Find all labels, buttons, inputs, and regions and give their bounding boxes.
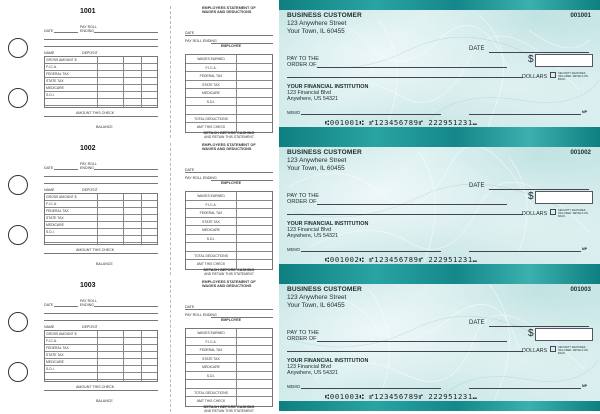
check-body: BUSINESS CUSTOMER 123 Anywhere Street Your Town, IL 60455 001002 DATE PAY TO THE ORDER OF $ DOLLARS SECURITY FEATURES INCLUDED. DETAILS ON BACK. YOUR FINANCIAL INSTITUTION 123 Financial Blvd Anywhere, US 54321 MEMO MP ⑆001002⑆ ⑈123456789⑈ 222951231⑉ (279, 137, 600, 274)
memo-label: MEMO (287, 110, 301, 115)
detach-note: DETACH BEFORE CASHING AND RETAIN THIS STATEMENT (203, 131, 255, 140)
stub-pay-roll-label: PAY ROLL (80, 25, 97, 29)
date-line[interactable] (489, 52, 589, 53)
lock-icon (550, 72, 556, 78)
binder-hole (8, 88, 28, 108)
date-line[interactable] (489, 326, 589, 327)
payee-line[interactable] (317, 341, 507, 342)
bank-name: YOUR FINANCIAL INSTITUTION (287, 84, 369, 90)
amount-box[interactable] (535, 54, 593, 67)
check-row-1 (0, 6, 600, 138)
stub-ending-label: ENDING (80, 29, 94, 33)
lock-icon (550, 209, 556, 215)
stub-name-label: NAME (44, 51, 55, 55)
stub-grid: GROSS AMOUNT $ F.I.C.A. FEDERAL TAX STATE TAX MEDICARE S.D.I. (44, 56, 158, 108)
stub-deposit-label: DEPOSIT (82, 51, 98, 55)
check-number: 001003 (570, 286, 591, 293)
payee-line[interactable] (317, 204, 507, 205)
check-row-3 (0, 280, 600, 412)
customer-name: BUSINESS CUSTOMER (287, 286, 362, 293)
micr-line: ⑆001003⑆ ⑈123456789⑈ 222951231⑉ (325, 392, 478, 401)
amount-box[interactable] (535, 191, 593, 204)
check-top-bar (279, 0, 600, 10)
statement-employee-label: EMPLOYEE (221, 44, 241, 48)
lock-icon (550, 346, 556, 352)
customer-name: BUSINESS CUSTOMER (287, 12, 362, 19)
date-label: DATE (469, 46, 485, 52)
check-body: BUSINESS CUSTOMER 123 Anywhere Street Your Town, IL 60455 001003 DATE PAY TO THE ORDER OF $ DOLLARS SECURITY FEATURES INCLUDED. DETAILS ON BACK. YOUR FINANCIAL INSTITUTION 123 Financial Blvd Anywhere, US 54321 MEMO MP ⑆001003⑆ ⑈123456789⑈ 222951231⑉ (279, 274, 600, 411)
stub-number: 1002 (80, 145, 96, 152)
stub-amount-label: AMOUNT THIS CHECK (76, 111, 115, 115)
micr-line: ⑆001002⑆ ⑈123456789⑈ 222951231⑉ (325, 255, 478, 264)
customer-name: BUSINESS CUSTOMER (287, 149, 362, 156)
dollars-label: DOLLARS (522, 74, 548, 80)
wage-statement: EMPLOYEES STATEMENT OF WAGES AND DEDUCTIONS DATE PAY ROLL ENDING EMPLOYEE WAGES EARNED F.I.C.A. FEDERAL TAX STATE TAX MEDICARE S.D.I. TOTAL DEDUCTIONS AMT THIS CHECK DETACH BEFORE CASHING AND RETAIN THIS STATEMENT (185, 280, 273, 408)
check-stub: 1002 PAY ROLL ENDING DATE NAME DEPOSIT GROSS AMOUNT $ F.I.C.A. FEDERAL TAX STATE TAX MEDICARE S.D.I. AMOUNT THIS CHECK BALANCE (40, 143, 162, 271)
mp-label: MP (582, 110, 588, 114)
stub-grid: GROSS AMOUNT $ F.I.C.A. FEDERAL TAX STATE TAX MEDICARE S.D.I. (44, 330, 158, 382)
memo-line[interactable] (301, 388, 441, 389)
amount-words-line[interactable] (287, 351, 523, 352)
check-body (279, 0, 600, 137)
statement-deductions: WAGES EARNED F.I.C.A. FEDERAL TAX STATE TAX MEDICARE S.D.I. TOTAL DEDUCTIONS AMT THIS CHECK (185, 54, 273, 133)
binder-hole (8, 225, 28, 245)
stub-balance-label: BALANCE (96, 125, 113, 129)
customer-address-line2: Your Town, IL 60455 (287, 28, 345, 35)
signature-line[interactable] (469, 114, 581, 115)
statement-date-label: DATE (185, 31, 195, 35)
binder-hole (8, 362, 28, 382)
binder-hole (8, 175, 28, 195)
statement-title: EMPLOYEES STATEMENT OF WAGES AND DEDUCTIONS (202, 6, 256, 15)
signature-line[interactable] (469, 251, 581, 252)
binder-hole (8, 38, 28, 58)
date-line[interactable] (489, 189, 589, 190)
amount-box[interactable] (535, 328, 593, 341)
wage-statement: EMPLOYEES STATEMENT OF WAGES AND DEDUCTIONS DATE PAY ROLL ENDING EMPLOYEE WAGES EARNED F.I.C.A. FEDERAL TAX STATE TAX MEDICARE S.D.I. TOTAL DEDUCTIONS AMT THIS CHECK DETACH BEFORE CASHING AND RETAIN THIS STATEMENT (185, 143, 273, 271)
stub-number: 1003 (80, 282, 96, 289)
check-number: 001002 (570, 149, 591, 156)
check-stub: 1003 PAY ROLL ENDING DATE NAME DEPOSIT GROSS AMOUNT $ F.I.C.A. FEDERAL TAX STATE TAX MEDICARE S.D.I. AMOUNT THIS CHECK BALANCE (40, 280, 162, 408)
check-stub (40, 6, 162, 134)
amount-words-line[interactable] (287, 214, 523, 215)
bank-address-line1: 123 Financial Blvd (287, 90, 332, 96)
check-row-2 (0, 143, 600, 275)
check-bottom-bar (279, 127, 600, 137)
memo-line[interactable] (301, 251, 441, 252)
customer-address-line1: 123 Anywhere Street (287, 20, 347, 27)
memo-line[interactable] (301, 114, 441, 115)
pay-to-label: PAY TO THE ORDER OF (287, 56, 320, 69)
micr-line: ⑆001001⑆ ⑈123456789⑈ 222951231⑉ (325, 118, 478, 127)
stub-number: 1001 (80, 8, 96, 15)
check-number: 001001 (570, 12, 591, 19)
bank-address-line2: Anywhere, US 54321 (287, 96, 338, 102)
signature-line[interactable] (469, 388, 581, 389)
binder-hole (8, 312, 28, 332)
amount-words-line[interactable] (287, 77, 523, 78)
wage-statement (185, 6, 273, 140)
stub-grid: GROSS AMOUNT $ F.I.C.A. FEDERAL TAX STATE TAX MEDICARE S.D.I. (44, 193, 158, 245)
payee-line[interactable] (317, 67, 507, 68)
security-note: SECURITY FEATURES INCLUDED. DETAILS ON BACK. (558, 72, 588, 81)
stub-date-label: DATE (44, 29, 54, 33)
dollar-sign: $ (528, 54, 534, 65)
statement-ending-label: PAY ROLL ENDING (185, 39, 217, 43)
